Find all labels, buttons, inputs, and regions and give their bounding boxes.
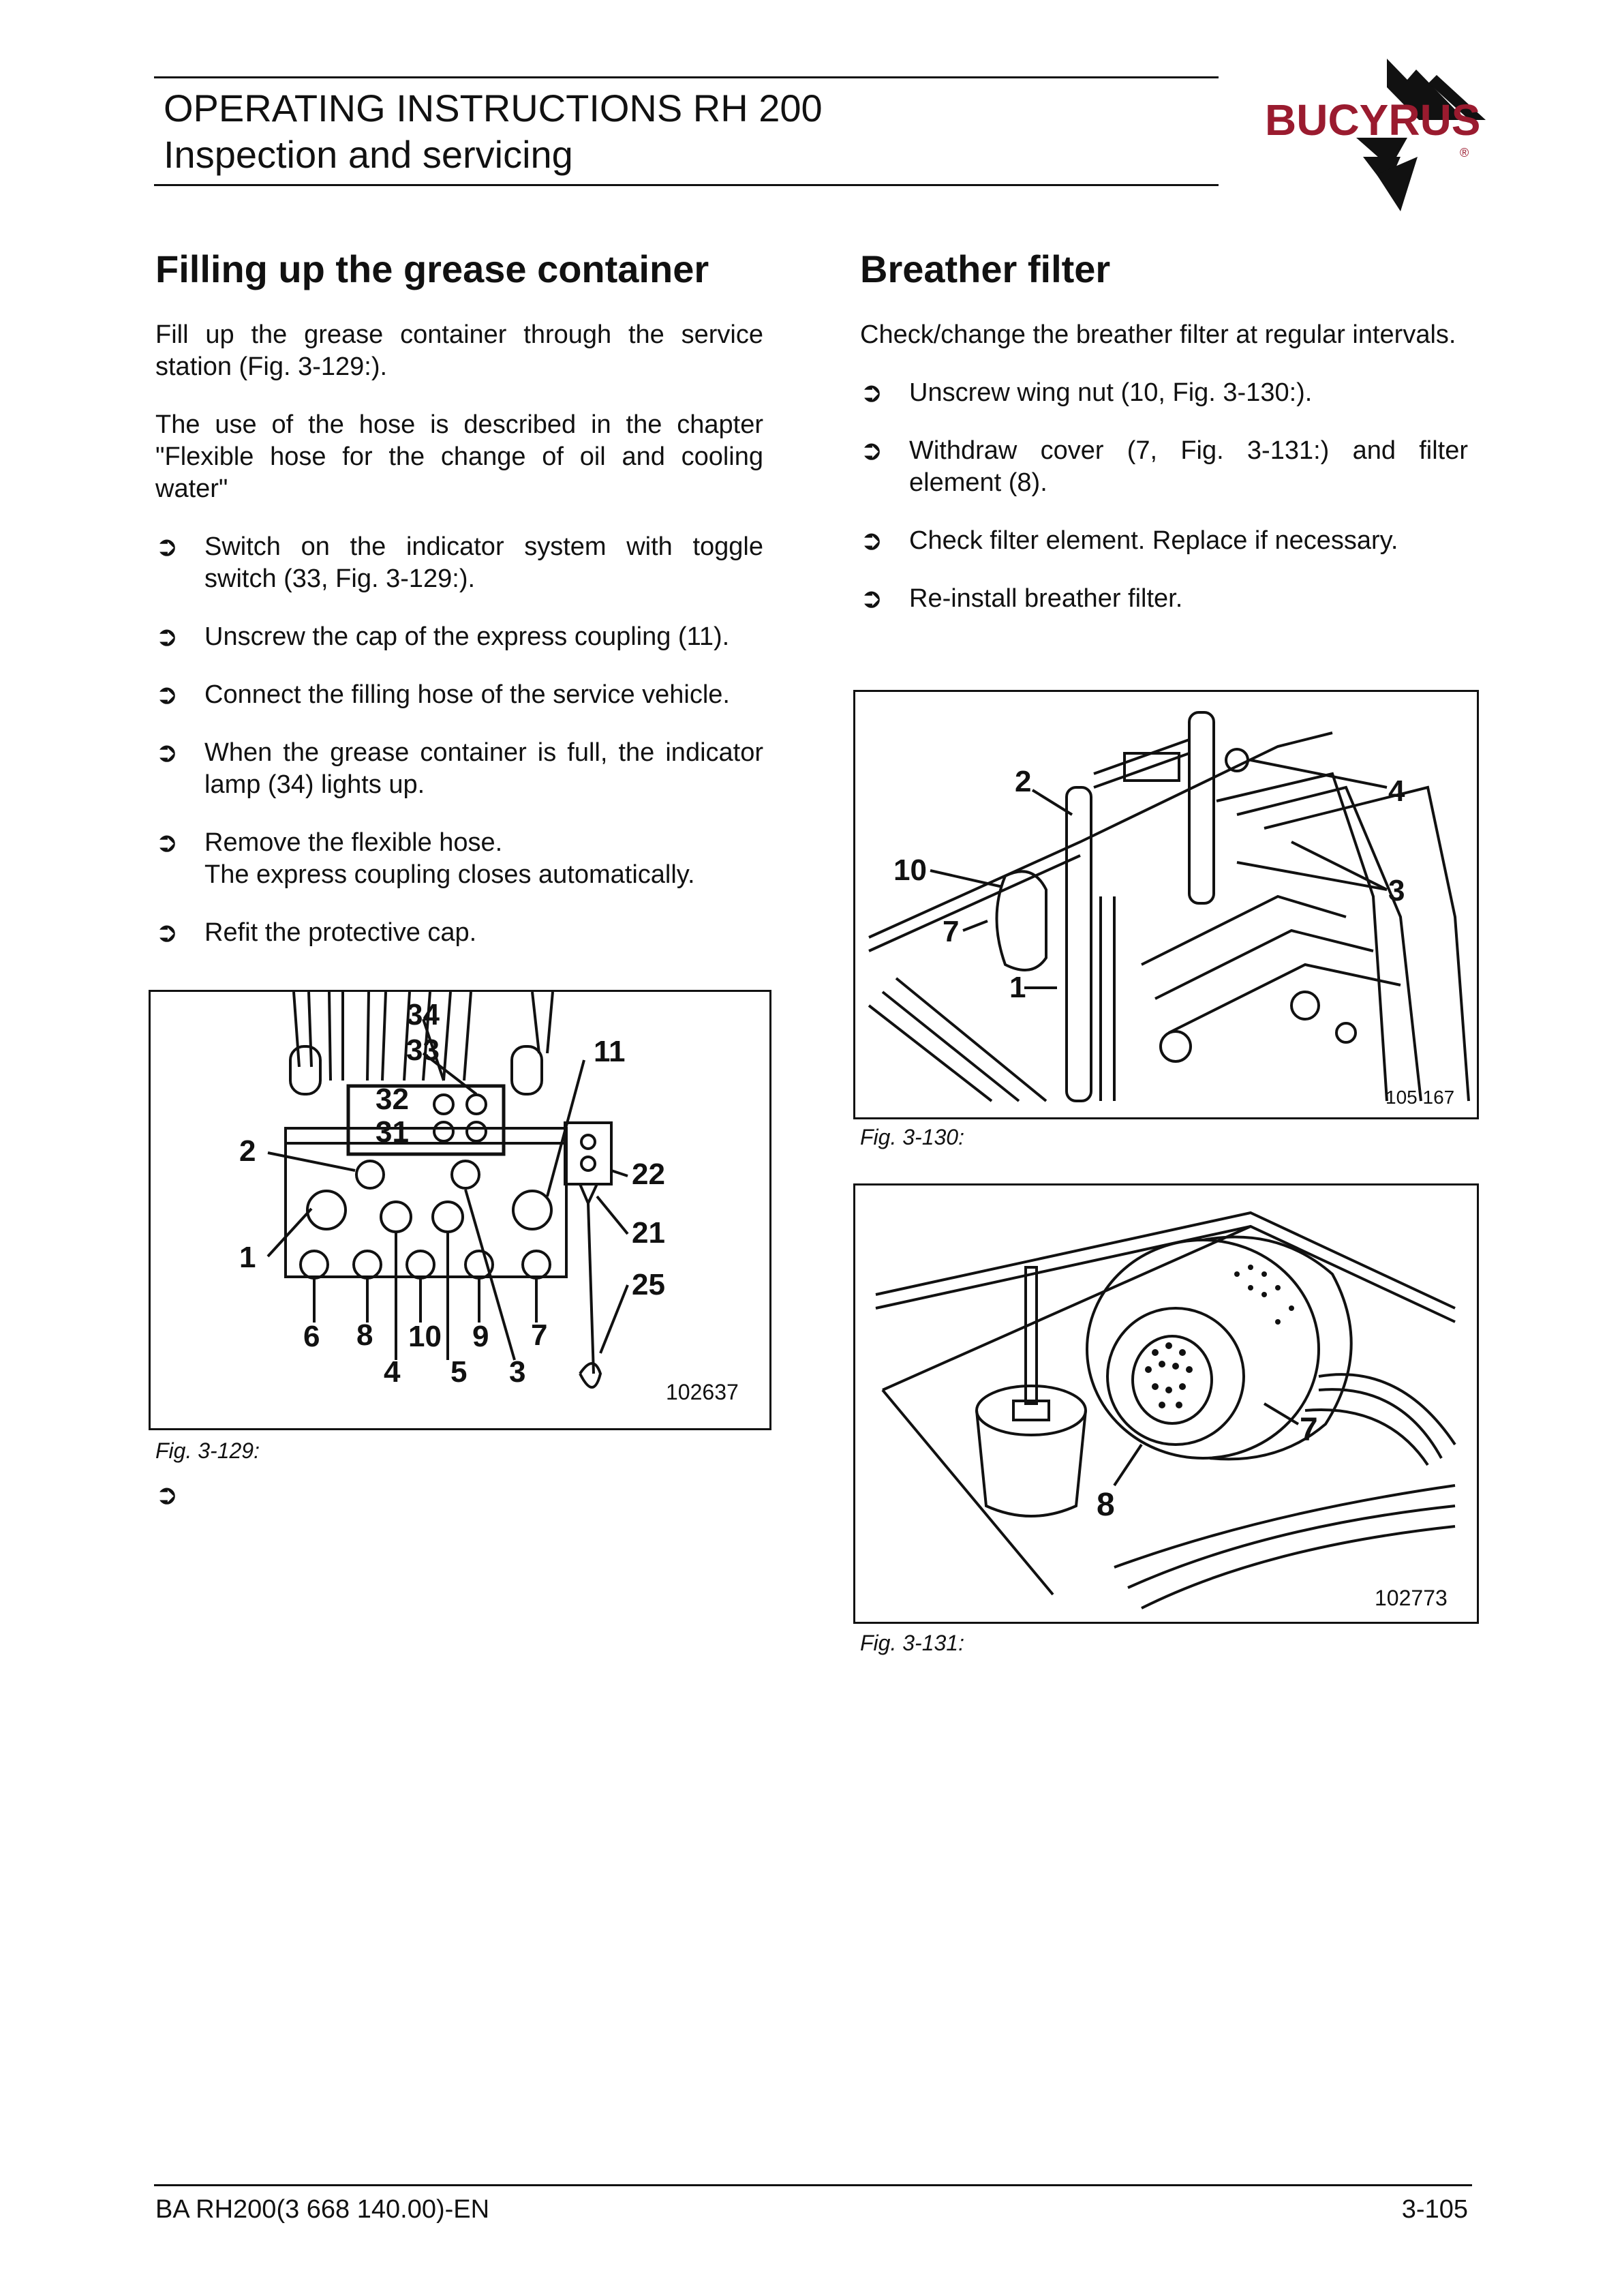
arrow-bullet-icon: ➲ [155,828,179,858]
left-column [155,245,763,975]
callout-1: 1 [239,1241,256,1274]
header-bottom-rule [154,184,1219,186]
callout-2: 2 [1015,765,1032,798]
grease-step-1: ➲ Switch on the indicator system with toggle switch (33, Fig. 3-129:). [155,532,763,593]
grease-step-5-sub: The express coupling closes automatically. [204,860,695,889]
breather-step-3: ➲ Check filter element. Replace if necessary. [860,526,1398,556]
arrow-bullet-icon: ➲ [155,1480,179,1510]
callout-10: 10 [408,1320,442,1353]
figure-3-129-caption: Fig. 3-129: [155,1438,260,1463]
right-column [860,245,1468,641]
breather-steps [860,377,1468,615]
arrow-bullet-icon: ➲ [155,622,179,652]
grease-para2: The use of the hose is described in the chapter "Flexible hose for the change of oil and cooling water" [155,410,763,503]
callout-7: 7 [1300,1412,1318,1448]
callout-4: 4 [1388,774,1405,808]
callout-33: 33 [406,1033,440,1067]
figure-3-130-drawing [855,692,1477,1117]
figure-3-130-caption: Fig. 3-130: [860,1125,964,1149]
callout-9: 9 [472,1320,489,1353]
callout-7: 7 [531,1318,548,1352]
figure-3-129 [149,990,771,1430]
figure-3-131-drawing [855,1185,1477,1622]
callout-3: 3 [1388,874,1405,907]
callout-8: 8 [1097,1487,1115,1523]
callout-11: 11 [594,1035,626,1068]
logo-registered: ® [1460,146,1469,160]
grease-steps [155,531,763,949]
callout-1: 1 [1009,971,1026,1004]
figure-3-130 [853,690,1479,1119]
breather-step-4: ➲ Re-install breather filter. [860,584,1183,614]
arrow-bullet-icon: ➲ [155,680,179,710]
grease-step-5: ➲ Remove the flexible hose. The express coupling closes automatically. [155,827,763,891]
footer-page-number: 3-105 [1401,2195,1468,2224]
callout-6: 6 [303,1320,320,1353]
arrow-bullet-icon: ➲ [860,526,883,556]
breather-step-2: ➲ Withdraw cover (7, Fig. 3-131:) and filter element (8). [860,436,1468,497]
figure-3-131 [853,1183,1479,1624]
grease-step-6: ➲ Refit the protective cap. [155,918,477,948]
header-top-rule [154,76,1219,78]
arrow-bullet-icon: ➲ [860,584,883,614]
callout-25: 25 [632,1268,665,1301]
callout-4: 4 [384,1355,401,1389]
grease-step-4: ➲ When the grease container is full, the indicator lamp (34) lights up. [155,738,763,799]
grease-heading: Filling up the grease container [155,247,709,290]
callout-34: 34 [406,998,440,1031]
callout-5: 5 [450,1355,468,1389]
callout-31: 31 [376,1115,409,1149]
callout-22: 22 [632,1158,665,1191]
arrow-bullet-icon: ➲ [155,918,179,948]
footer-rule [154,2184,1472,2186]
figure-3-129-drawing [151,992,769,1428]
callout-8: 8 [356,1318,373,1352]
arrow-bullet-icon: ➲ [860,378,883,408]
grease-step-3: ➲ Connect the filling hose of the service vehicle. [155,680,730,710]
footer-doc-ref: BA RH200(3 668 140.00)-EN [155,2195,490,2224]
header-title-line1: OPERATING INSTRUCTIONS RH 200 [164,87,823,130]
header-title [164,85,823,178]
callout-2: 2 [239,1134,256,1168]
figure-3-129-id: 102637 [666,1380,739,1404]
callout-32: 32 [376,1083,409,1116]
figure-3-131-id: 102773 [1375,1586,1448,1610]
bucyrus-logo [1261,55,1520,218]
grease-step-2: ➲ Unscrew the cap of the express coupling (11). [155,622,730,652]
callout-3: 3 [509,1355,526,1389]
callout-10: 10 [893,854,927,887]
callout-7: 7 [943,915,960,948]
arrow-bullet-icon: ➲ [155,738,179,768]
header-title-line2: Inspection and servicing [164,133,573,176]
arrow-bullet-icon: ➲ [155,532,179,562]
breather-para1: Check/change the breather filter at regular intervals. [860,320,1456,349]
callout-21: 21 [632,1216,665,1250]
arrow-bullet-icon: ➲ [860,436,883,466]
logo-text: BUCYRUS [1265,95,1481,145]
breather-heading: Breather filter [860,247,1111,290]
figure-3-131-caption: Fig. 3-131: [860,1631,964,1655]
breather-step-1: ➲ Unscrew wing nut (10, Fig. 3-130:). [860,378,1313,408]
figure-3-130-id: 105 167 [1386,1087,1455,1108]
grease-para1: Fill up the grease container through the service station (Fig. 3-129:). [155,320,763,381]
